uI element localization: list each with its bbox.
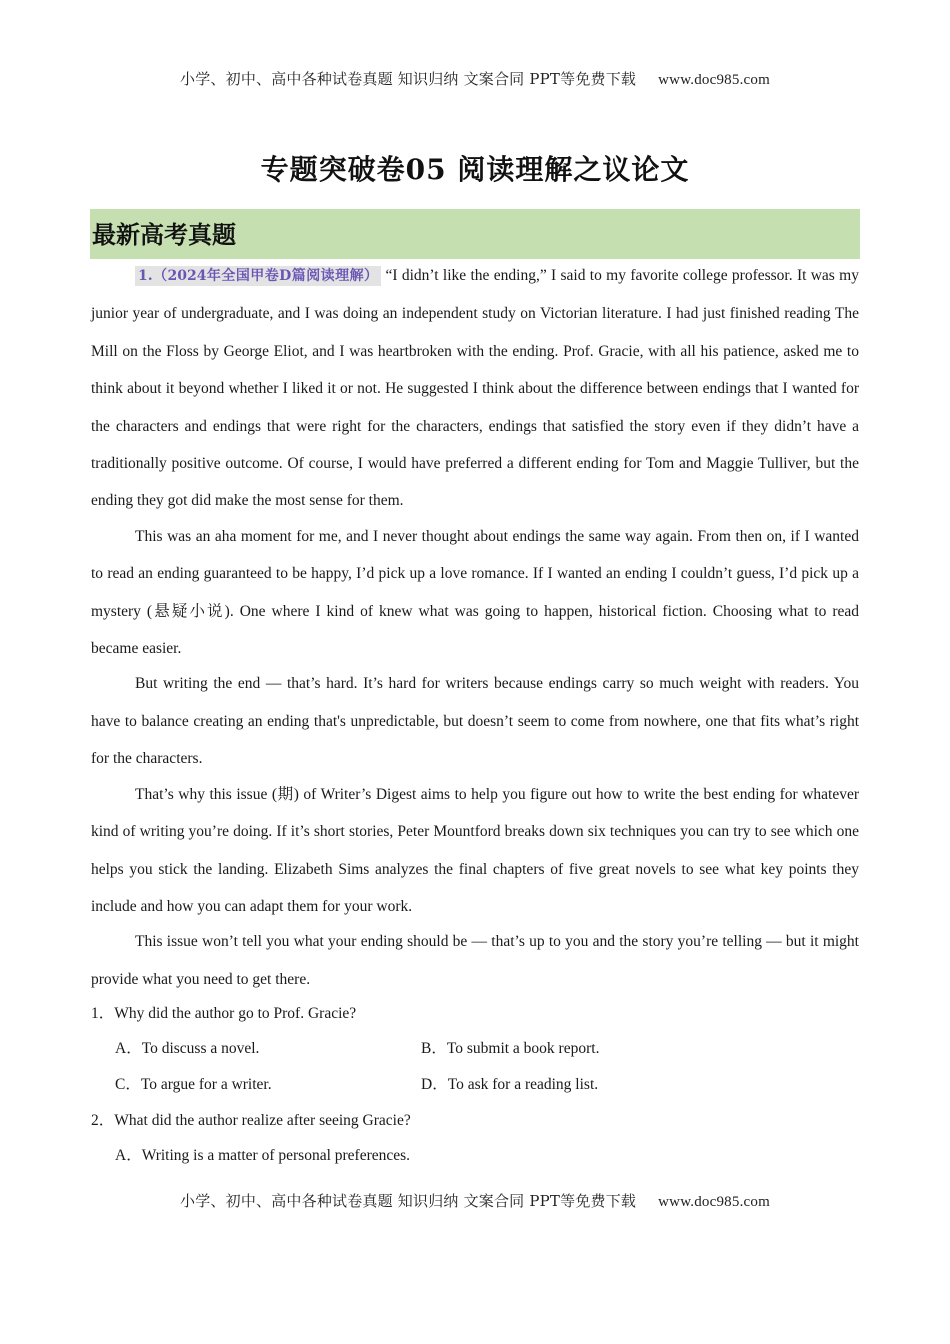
page-footer [0,1190,950,1211]
question-1-option-c: C．To argue for a writer. [115,1076,272,1094]
paragraph-1-text: “I didn’t like the ending,” I said to my favorite college professor. It was my junior year of undergraduate, and I was doing an independent study on Victorian literature. I had just finished reading The Mill on the Floss by George Eliot, and I was heartbroken with the ending. Prof. Gracie, with all his patience, asked me to think about it beyond whether I liked it or not. He suggested I think about the difference between endings that I wanted for the characters and endings that were right for the characters, endings that satisfied the story even if they didn’t have a traditionally positive outcome. Of course, I would have preferred a different ending for Tom and Maggie Tulliver, but the ending they got did make the most sense for them. [91,267,859,510]
document-title: 专题突破卷05 阅读理解之议论文 [260,153,690,186]
question-1-options-row-2 [91,1067,859,1103]
question-1-option-a: A．To discuss a novel. [115,1040,260,1058]
paragraph-2: This was an aha moment for me, and I never thought about endings the same way again. From then on, if I wanted to read an ending guaranteed to be happy, I’d pick up a love romance. If I wanted an ending I couldn’t guess, I’d pick up a mystery (悬疑小说). One where I kind of knew what was going to happen, historical fiction. Choosing what to read became easier. [91,527,859,658]
header-text: 小学、初中、高中各种试卷真题 知识归纳 文案合同 PPT等免费下载 [180,70,637,88]
question-1-option-d: D．To ask for a reading list. [421,1076,599,1094]
paragraph-5: This issue won’t tell you what your ending should be — that’s up to you and the story you’re telling — but it might provide what you need to get there. [91,933,859,988]
question-2-option-a: A．Writing is a matter of personal preferences. [115,1147,411,1165]
question-2-stem: 2．What did the author realize after seeing Gracie? [91,1112,411,1130]
question-1-stem: 1．Why did the author go to Prof. Gracie? [91,1005,357,1023]
question-1-option-b: B．To submit a book report. [421,1040,600,1058]
footer-site-link[interactable]: www.doc985.com [658,1194,770,1210]
source-tag: 1.（2024年全国甲卷D篇阅读理解） [135,266,381,286]
footer-text: 小学、初中、高中各种试卷真题 知识归纳 文案合同 PPT等免费下载 [180,1192,637,1210]
question-1-options-row-1 [91,1031,859,1067]
header-site-link[interactable]: www.doc985.com [658,72,770,88]
article-body [91,257,859,1173]
section-heading [90,209,860,259]
paragraph-4: That’s why this issue (期) of Writer’s Digest aims to help you figure out how to write the best ending for whatever kind of writing you’re doing. If it’s short stories, Peter Mountford breaks down six techniques you can try to see which one helps you stick the landing. Elizabeth Sims analyzes the final chapters of five great novels to see what key points they include and how you can adapt them for your work. [91,785,859,915]
page-header [0,68,950,89]
paragraph-3: But writing the end — that’s hard. It’s hard for writers because endings carry so much weight with readers. You have to balance creating an ending that's unpredictable, but doesn’t seem to come from nowhere, one that fits what’s right for the characters. [91,675,859,768]
section-heading-text: 最新高考真题 [92,220,236,249]
paragraph-1 [91,257,859,520]
